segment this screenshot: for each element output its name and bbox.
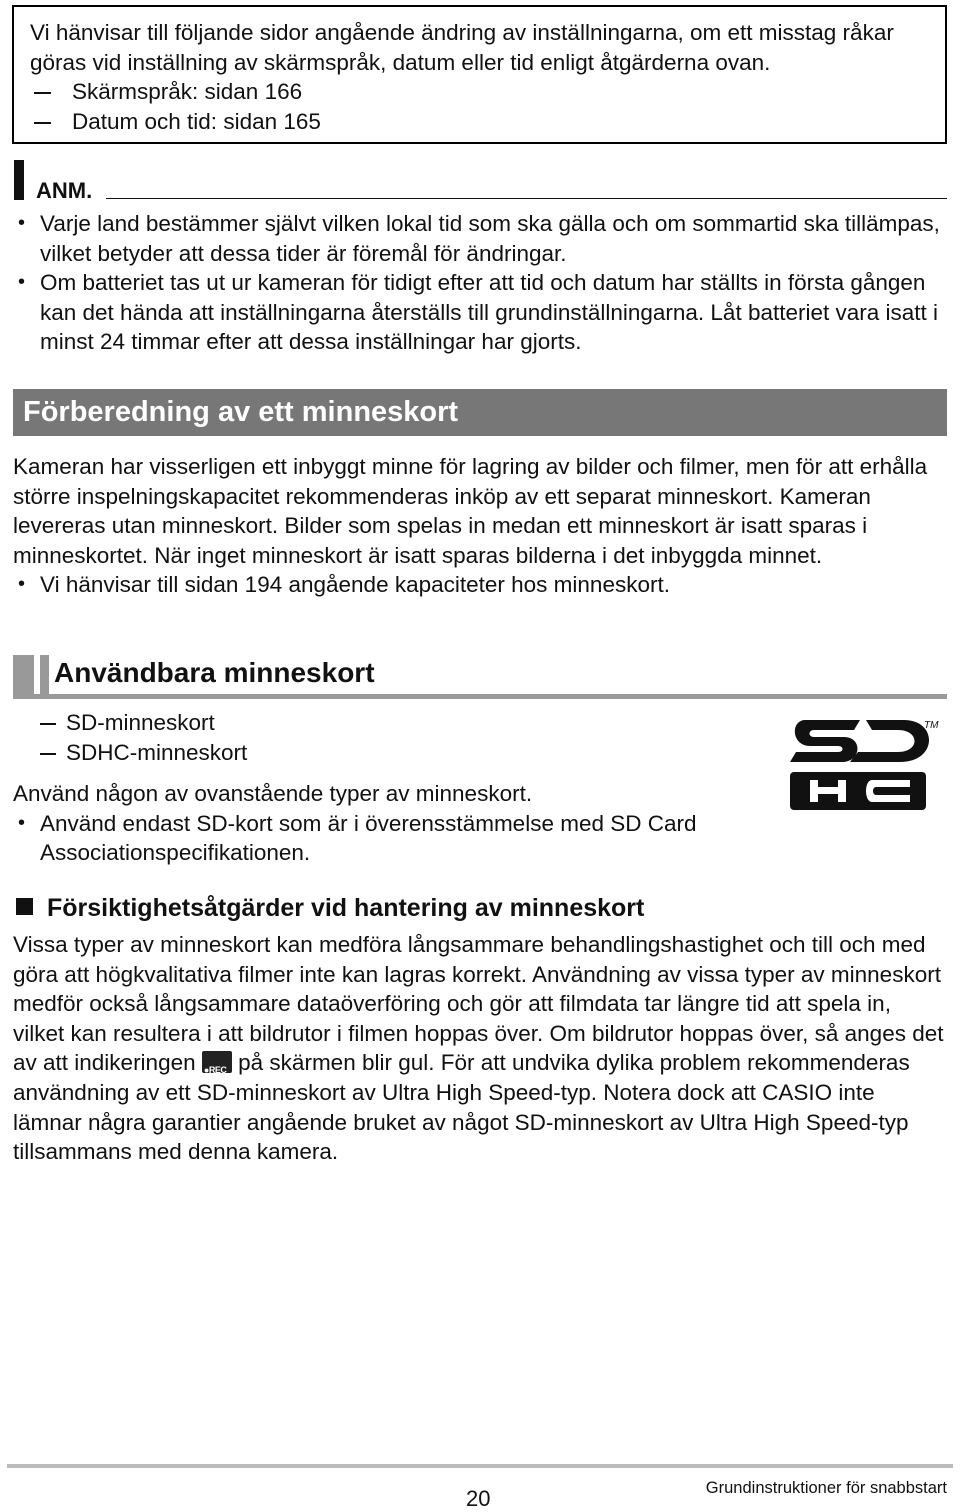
note-rule <box>106 198 947 199</box>
card-types <box>13 708 753 868</box>
list-item: SD-minneskort <box>13 708 753 738</box>
card-types-text: Använd någon av ovanstående typer av minneskort. <box>13 781 533 807</box>
note-bullets <box>13 209 948 357</box>
subsection-title: Användbara minneskort <box>54 657 375 688</box>
heading-bar <box>13 655 34 699</box>
list-item: • Varje land bestämmer självt vilken lokal tid som ska gälla och om sommartid ska tillämpas, vilket betyder att dessa tider är föremål för ändringar. <box>13 209 948 268</box>
list-item: • Använd endast SD-kort som är i överensstämmelse med SD Card Associationspecifikationen. <box>13 809 730 868</box>
list-item: SDHC-minneskort <box>13 738 753 768</box>
list-item: Skärmspråk: sidan 166 <box>30 77 927 107</box>
section-body <box>13 452 948 600</box>
list-item: • Vi hänvisar till sidan 194 angående kapaciteter hos minneskort. <box>13 570 948 600</box>
footer-rule <box>7 1464 953 1468</box>
precautions-body <box>13 930 948 1167</box>
square-bullet-icon <box>16 898 33 915</box>
heading-bar <box>40 655 49 699</box>
footer-title: Grundinstruktioner för snabbstart <box>705 1479 947 1497</box>
sdhc-logo <box>788 716 942 812</box>
rec-icon <box>202 1051 232 1073</box>
page-number: 20 <box>466 1486 491 1511</box>
intro-box <box>12 5 947 144</box>
note-header <box>14 160 947 203</box>
precautions-text-cont: på skärmen blir gul. För att undvika dylika problem rekommenderas användning av ett SD-minneskort av Ultra High Speed-typ. Notera dock att CASIO inte lämnar några garantier angående bruket av något SD-minneskort av Ultra High Speed-typ tillsammans med denna kamera. <box>13 1050 910 1165</box>
note-bar <box>14 160 24 200</box>
list-item: • Om batteriet tas ut ur kameran för tidigt efter att tid och datum har ställts in första gången kan det hända att inställningarna återställs till grundinställningarna. Låt batteriet vara isatt i minst 24 timmar efter att dessa inställningar har gjorts. <box>13 268 948 357</box>
note-title: ANM. <box>36 178 93 203</box>
section-text: Kameran har visserligen ett inbyggt minne för lagring av bilder och filmer, men för att erhålla större inspelningskapacitet rekommenderas inköp av ett separat minneskort. Kameran levereras utan minneskort. Bilder som spelas in medan ett minneskort är isatt sparas i minneskortet. När inget minneskort är isatt sparas bilderna i det inbyggda minnet. <box>13 454 928 568</box>
precautions-title: Försiktighetsåtgärder vid hantering av minneskort <box>47 894 645 922</box>
precautions-heading <box>16 894 644 923</box>
precautions-text: Vissa typer av minneskort kan medföra långsammare behandlingshastighet och till och med göra att högkvalitativa filmer inte kan lagras korrekt. Användning av vissa typer av minneskort medför också långsammare dataöverföring och gör att filmdata tar längre tid att spela in, vilket kan resultera i att bildrutor i filmen hoppas över. Om bildrutor hoppas över, så anges det av att indikeringen <box>13 932 944 1076</box>
heading-rule <box>13 694 947 699</box>
intro-text: Vi hänvisar till följande sidor angående ändring av inställningarna, om ett misstag råkar göras vid inställning av skärmspråk, datum eller tid enligt åtgärderna ovan. <box>30 20 894 75</box>
section-heading: Förberedning av ett minneskort <box>13 389 947 436</box>
list-item: Datum och tid: sidan 165 <box>30 107 927 137</box>
subsection-heading <box>13 655 947 699</box>
trademark: TM <box>924 720 939 731</box>
